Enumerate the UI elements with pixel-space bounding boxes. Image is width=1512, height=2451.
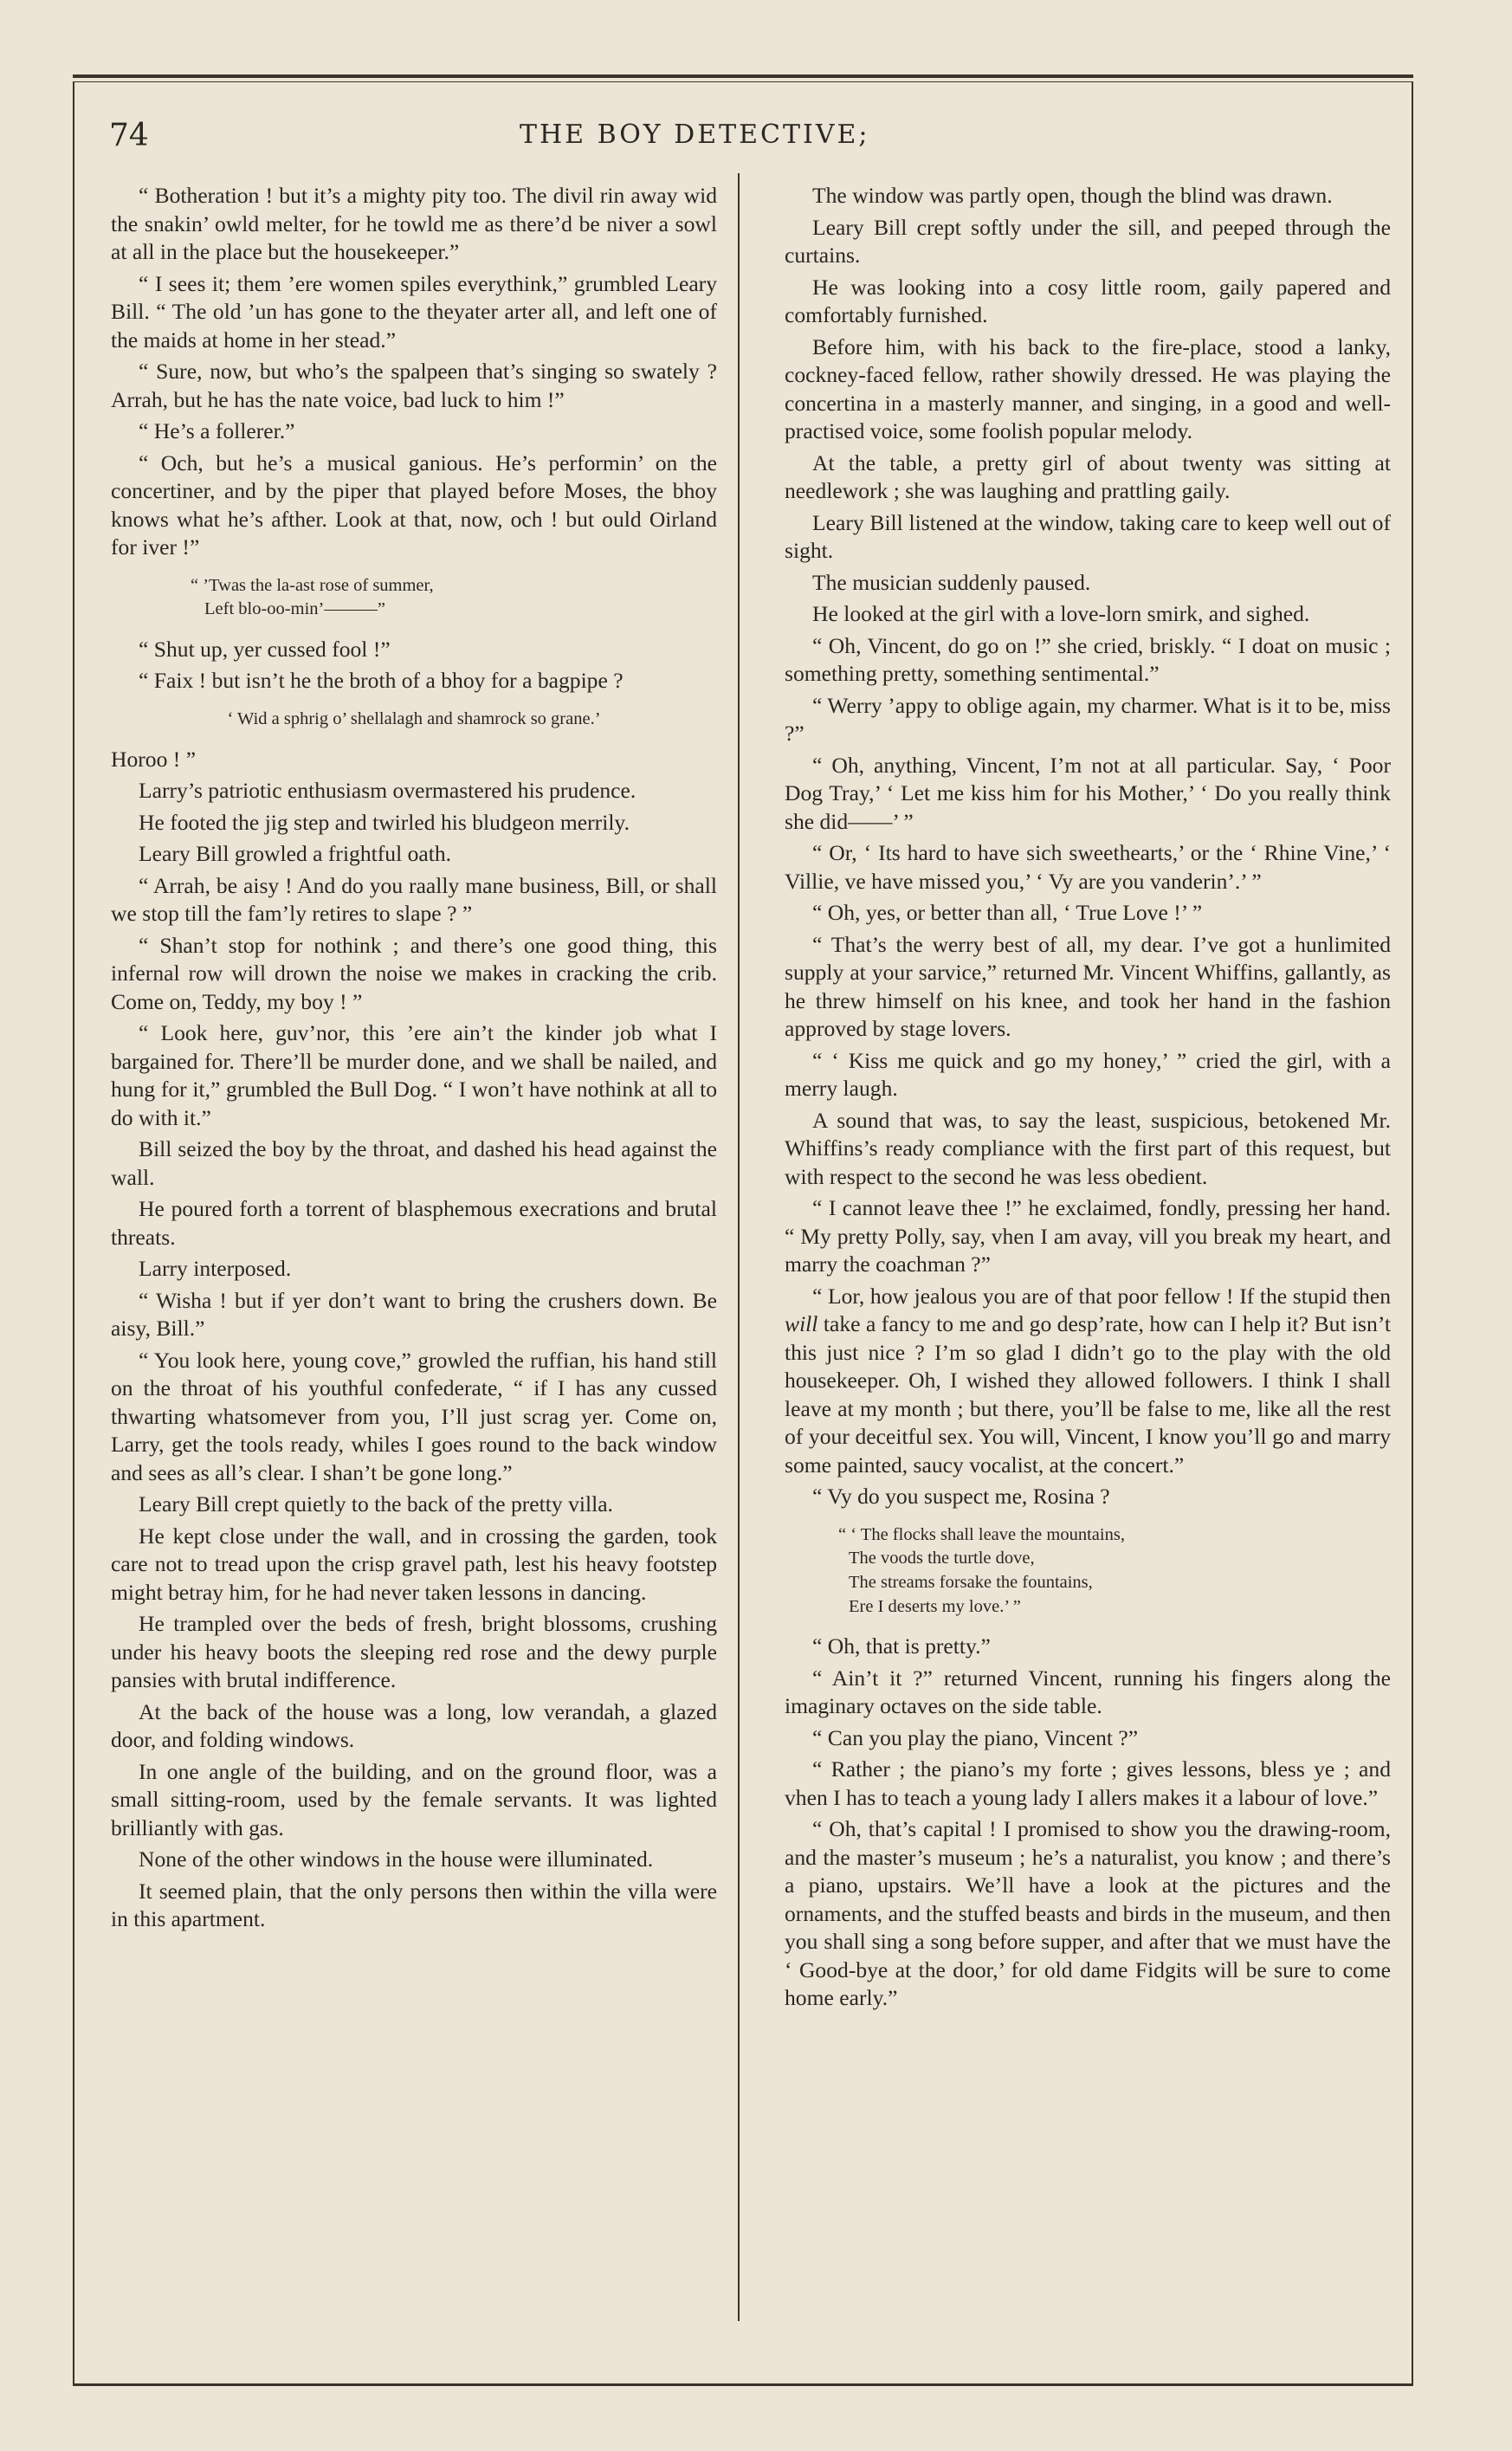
paragraph: “ Oh, anything, Vincent, I’m not at all particular. Say, ‘ Poor Dog Tray,’ ‘ Let me kiss him for his Mother,’ ‘ Do you really think she did——’ ” bbox=[785, 752, 1391, 834]
paragraph: Leary Bill crept softly under the sill, and peeped through the curtains. bbox=[785, 214, 1391, 268]
page-number: 74 bbox=[109, 118, 149, 153]
paragraph: Larry interposed. bbox=[139, 1256, 292, 1282]
running-title: THE BOY DETECTIVE; bbox=[520, 120, 870, 150]
verse-line: Ere I deserts my love.’ ” bbox=[849, 1596, 1021, 1616]
paragraph: “ Och, but he’s a musical ganious. He’s performin’ on the concertiner, and by the piper that played before Moses, the bhoy knows what he’s afther. Look at that, now, och ! but ould Oirland for iver !” bbox=[111, 449, 717, 559]
paragraph: “ Oh, that’s capital ! I promised to show you the drawing-room, and the master’s museum ; he’s a naturalist, you know ; and there’s a piano, upstairs. We’ll have a look at the pictures and the ornaments, and the stuffed beasts and birds in the museum, and then you shall sing a song before supper, and after that we must have the ‘ Good-bye at the door,’ for old dame Fidgits will be sure to come home early.” bbox=[785, 1816, 1391, 2011]
paragraph: “ He’s a follerer.” bbox=[139, 418, 295, 443]
paragraph: A sound that was, to say the least, suspicious, betokened Mr. Whiffins’s ready compliance with the first part of this request, but with respect to the second he was less obedient. bbox=[785, 1107, 1391, 1189]
text-run: “ Lor, how jealous you are of that poor fellow ! If the stupid then bbox=[812, 1283, 1391, 1309]
paragraph: He looked at the girl with a love-lorn smirk, and sighed. bbox=[812, 601, 1310, 626]
paragraph: “ Can you play the piano, Vincent ?” bbox=[812, 1724, 1139, 1750]
paragraph: “ That’s the werry best of all, my dear. I’ve got a hunlimited supply at your sarvice,” returned Mr. Vincent Whiffins, gallantly, as he threw himself on his knee, and took her hand in the fashion approved by stage lovers. bbox=[785, 931, 1391, 1041]
paragraph: “ ‘ Kiss me quick and go my honey,’ ” cried the girl, with a merry laugh. bbox=[785, 1047, 1391, 1101]
paragraph: “ I cannot leave thee !” he exclaimed, fondly, pressing her hand. “ My pretty Polly, say, vhen I am avay, vill you break my heart, and marry the coachman ?” bbox=[785, 1195, 1391, 1277]
paragraph: “ Werry ’appy to oblige again, my charmer. What is it to be, miss ?” bbox=[785, 692, 1391, 746]
paragraph bbox=[785, 1283, 1391, 1480]
paragraph: “ Rather ; the piano’s my forte ; gives lessons, bless ye ; and vhen I has to teach a young lady I allers makes it a labour of love.” bbox=[785, 1756, 1391, 1810]
paragraph: He poured forth a torrent of blasphemous execrations and brutal threats. bbox=[111, 1196, 717, 1250]
text-run: take a fancy to me and go desp’rate, how can I help it? But isn’t this just nice ? I’m so glad I didn’t go to the play with the old housekeeper. Oh, I wished they allowed followers. I think I shall leave at my month ; but there, you’ll be false to me, like all the rest of your deceitful sex. You will, Vincent, I know you’ll go and marry some painted, saucy vocalist, at the concert.” bbox=[785, 1311, 1391, 1478]
paragraph: “ Vy do you suspect me, Rosina ? bbox=[812, 1484, 1110, 1509]
paragraph: He trampled over the beds of fresh, bright blossoms, crushing under his heavy boots the sleeping red rose and the dewy purple pansies with brutal indifference. bbox=[111, 1611, 717, 1693]
paragraph: “ Shut up, yer cussed fool !” bbox=[139, 636, 391, 662]
verse-line: Left blo-oo-min’———” bbox=[204, 599, 385, 619]
verse-line: The streams forsake the fountains, bbox=[849, 1572, 1093, 1592]
paragraph: “ Look here, guv’nor, this ’ere ain’t the kinder job what I bargained for. There’ll be murder done, and we shall be nailed, and hung for it,” grumbled the Bull Dog. “ I won’t have nothink at all to do with it.” bbox=[111, 1020, 717, 1130]
paragraph: The musician suddenly paused. bbox=[812, 569, 1091, 595]
italic-text: will bbox=[785, 1311, 818, 1336]
paragraph: “ Wisha ! but if yer don’t want to bring the crushers down. Be aisy, Bill.” bbox=[111, 1287, 717, 1342]
left-border bbox=[73, 81, 74, 2385]
column-divider bbox=[738, 173, 740, 2321]
verse-quote bbox=[838, 1523, 1391, 1620]
paragraph: Horoo ! ” bbox=[111, 746, 197, 772]
paragraph: “ Oh, yes, or better than all, ‘ True Love !’ ” bbox=[812, 900, 1203, 925]
paragraph: Leary Bill listened at the window, taking care to keep well out of sight. bbox=[785, 509, 1391, 563]
paragraph: Leary Bill growled a frightful oath. bbox=[139, 841, 452, 867]
left-column bbox=[111, 182, 717, 1937]
paragraph: “ Botheration ! but it’s a mighty pity too. The divil rin away wid the snakin’ owld melter, for he towld me as there’d be niver a sowl at all in the place but the housekeeper.” bbox=[111, 183, 717, 264]
verse-line: “ ’Twas the la-ast rose of summer, bbox=[191, 575, 434, 595]
paragraph: “ Oh, Vincent, do go on !” she cried, briskly. “ I doat on music ; something pretty, something sentimental.” bbox=[785, 632, 1391, 686]
paragraph: At the back of the house was a long, low verandah, a glazed door, and folding windows. bbox=[111, 1698, 717, 1753]
paragraph: It seemed plain, that the only persons then within the villa were in this apartment. bbox=[111, 1878, 717, 1932]
top-border-thin bbox=[73, 81, 1413, 82]
verse-quote bbox=[191, 574, 717, 622]
verse-line: ‘ Wid a sphrig o’ shellalagh and shamrock so grane.’ bbox=[227, 708, 601, 728]
paragraph: “ I sees it; them ’ere women spiles everythink,” grumbled Leary Bill. “ The old ’un has gone to the theyater arter all, and left one of the maids at home in her stead.” bbox=[111, 270, 717, 352]
paragraph: At the table, a pretty girl of about twenty was sitting at needlework ; she was laughing and prattling gaily. bbox=[785, 449, 1391, 503]
paragraph: He kept close under the wall, and in crossing the garden, took care not to tread upon the crisp gravel path, lest his heavy footstep might betray him, for he had never taken lessons in dancing. bbox=[111, 1523, 717, 1605]
paragraph: Larry’s patriotic enthusiasm overmastered his prudence. bbox=[139, 778, 636, 804]
paragraph: He footed the jig step and twirled his bludgeon merrily. bbox=[139, 809, 630, 835]
paragraph: “ Oh, that is pretty.” bbox=[812, 1633, 991, 1659]
paragraph: “ Ain’t it ?” returned Vincent, running his fingers along the imaginary octaves on the side table. bbox=[785, 1665, 1391, 1719]
verse-line: The voods the turtle dove, bbox=[849, 1549, 1035, 1568]
top-border-thick bbox=[73, 74, 1413, 78]
paragraph: “ Or, ‘ Its hard to have sich sweethearts,’ or the ‘ Rhine Vine,’ ‘ Villie, ve have missed you,’ ‘ Vy are you vanderin’.’ ” bbox=[785, 840, 1391, 894]
paragraph: Leary Bill crept quietly to the back of the pretty villa. bbox=[139, 1491, 613, 1517]
paragraph: None of the other windows in the house were illuminated. bbox=[139, 1846, 654, 1872]
paragraph: “ Arrah, be aisy ! And do you raally mane business, Bill, or shall we stop till the fam’ly retires to slape ? ” bbox=[111, 872, 717, 927]
paragraph: “ Sure, now, but who’s the spalpeen that’s singing so swately ? Arrah, but he has the nate voice, bad luck to him !” bbox=[111, 359, 717, 412]
verse-line: “ ‘ The flocks shall leave the mountains, bbox=[838, 1524, 1125, 1544]
paragraph: In one angle of the building, and on the ground floor, was a small sitting-room, used by the female servants. It was lighted brilliantly with gas. bbox=[111, 1758, 717, 1840]
paragraph: The window was partly open, though the blind was drawn. bbox=[812, 183, 1333, 208]
paragraph: Bill seized the boy by the throat, and dashed his head against the wall. bbox=[111, 1136, 717, 1190]
right-border bbox=[1412, 81, 1413, 2385]
bottom-border bbox=[73, 2383, 1413, 2386]
paragraph: “ Shan’t stop for nothink ; and there’s one good thing, this infernal row will drown the noise we makes in cracking the crib. Come on, Teddy, my boy ! ” bbox=[111, 932, 717, 1014]
paragraph: “ You look here, young cove,” growled the ruffian, his hand still on the throat of his youthful confederate, “ if I has any cussed thwarting whatsomever from you, I’ll just scrag yer. Come on, Larry, get the tools ready, whiles I goes round to the back window and sees as all’s clear. I shan’t be gone long.” bbox=[111, 1347, 717, 1485]
paragraph: He was looking into a cosy little room, gaily papered and comfortably furnished. bbox=[785, 274, 1391, 327]
verse-quote bbox=[111, 708, 717, 732]
paragraph: Before him, with his back to the fire-place, stood a lanky, cockney-faced fellow, rather showily dressed. He was playing the concertina in a masterly manner, and singing, in a good and well-practised voice, some foolish popular melody. bbox=[785, 333, 1391, 443]
paragraph: “ Faix ! but isn’t he the broth of a bhoy for a bagpipe ? bbox=[139, 668, 624, 694]
right-column bbox=[785, 182, 1391, 2016]
